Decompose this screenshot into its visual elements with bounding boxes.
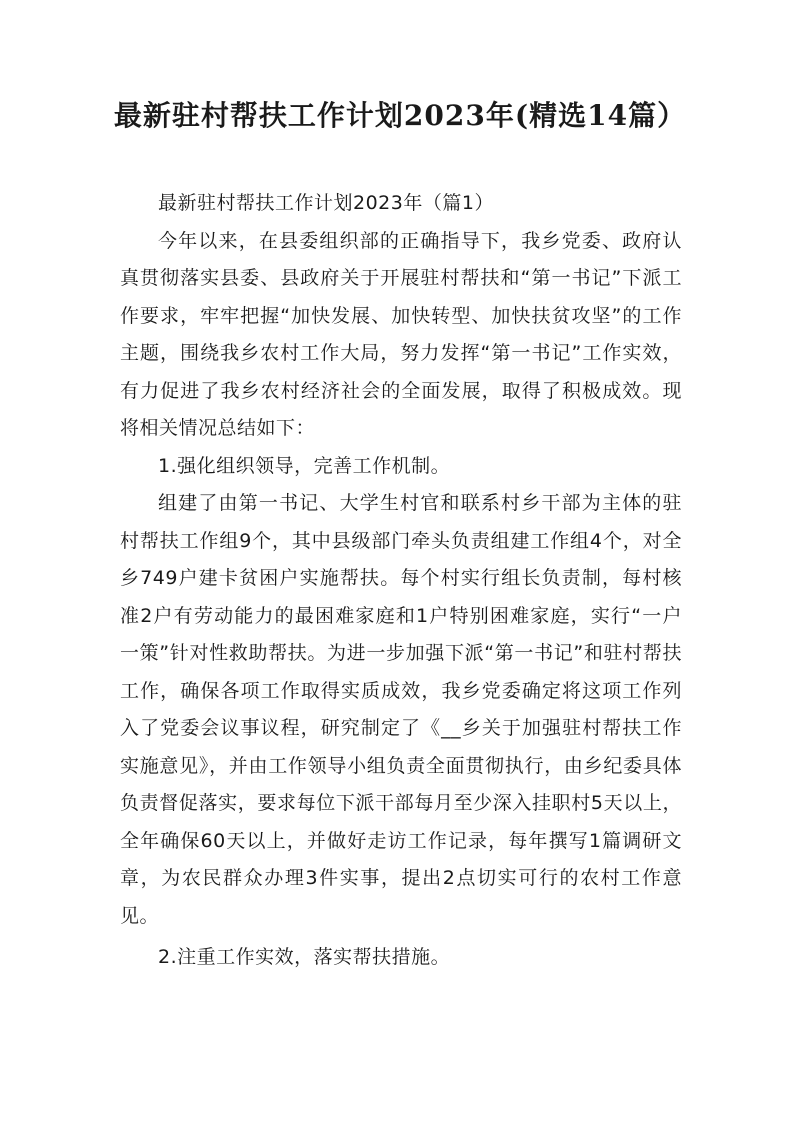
section-heading: 最新驻村帮扶工作计划2023年（篇1） <box>158 192 494 214</box>
paragraph-intro: 今年以来，在县委组织部的正确指导下，我乡党委、政府认真贯彻落实县委、县政府关于开展驻村帮扶和“第一书记”下派工作要求，牢牢把握“加快发展、加快转型、加快扶贫攻坚”的工作主题，围绕我乡农村工作大局，努力发挥“第一书记”工作实效，有力促进了我乡农村经济社会的全面发展，取得了积极成效。现将相关情况总结如下： <box>120 229 682 439</box>
document-body <box>120 185 682 977</box>
document-title: 最新驻村帮扶工作计划2023年(精选14篇） <box>113 99 687 132</box>
subheading-1: 1.强化组织领导，完善工作机制。 <box>158 454 451 477</box>
subheading-2: 2.注重工作实效，落实帮扶措施。 <box>158 946 451 968</box>
paragraph-organization: 组建了由第一书记、大学生村官和联系村乡干部为主体的驻村帮扶工作组9个，其中县级部门牵头负责组建工作组4个，对全乡749户建卡贫困户实施帮扶。每个村实行组长负责制，每村核准2户有劳动能力的最困难家庭和1户特别困难家庭，实行“一户一策”针对性救助帮扶。为进一步加强下派“第一书记”和驻村帮扶工作，确保各项工作取得实质成效，我乡党委确定将这项工作列入了党委会议事议程，研究制定了《__乡关于加强驻村帮扶工作实施意见》，并由工作领导小组负责全面贯彻执行，由乡纪委具体负责督促落实，要求每位下派干部每月至少深入挂职村5天以上，全年确保60天以上，并做好走访工作记录，每年撰写1篇调研文章，为农民群众办理3件实事，提出2点切实可行的农村工作意见。 <box>120 492 682 927</box>
